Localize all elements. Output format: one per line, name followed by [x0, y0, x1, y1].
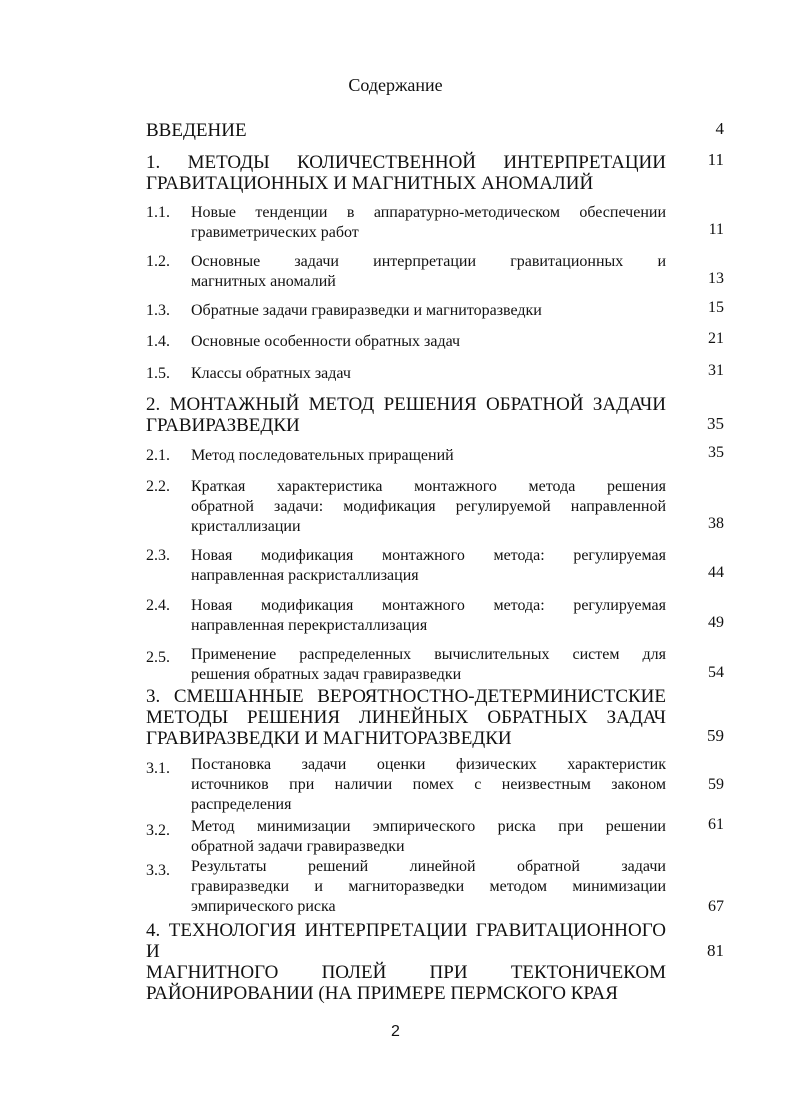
toc-2-4-page: 49	[708, 614, 724, 631]
toc-ch3-line2: МЕТОДЫ РЕШЕНИЯ ЛИНЕЙНЫХ ОБРАТНЫХ ЗАДАЧ	[146, 707, 666, 728]
toc-3-3-page: 67	[708, 898, 724, 915]
toc-2-1-text: Метод последовательных приращений	[191, 447, 454, 464]
toc-ch4-line3: РАЙОНИРОВАНИИ (НА ПРИМЕРЕ ПЕРМСКОГО КРАЯ	[146, 983, 618, 1004]
toc-3-3-line1: Результаты решений линейной обратной задачи	[191, 858, 666, 875]
page-title: Содержание	[348, 75, 443, 95]
toc-3-2-line1: Метод минимизации эмпирического риска при решении	[191, 818, 666, 835]
toc-1-1-num: 1.1.	[146, 204, 170, 221]
toc-1-2-line2: магнитных аномалий	[191, 273, 336, 290]
toc-2-2-line2: обратной задачи: модификация регулируемой направленной	[191, 498, 666, 515]
toc-2-2-line3: кристаллизации	[191, 518, 301, 535]
toc-2-2-page: 38	[708, 515, 724, 532]
toc-ch4-line1: 4. ТЕХНОЛОГИЯ ИНТЕРПРЕТАЦИИ ГРАВИТАЦИОННОГО И	[146, 920, 666, 962]
page-number: 2	[391, 1023, 400, 1040]
toc-1-5-page: 31	[708, 362, 724, 379]
toc-ch1-page: 11	[707, 150, 724, 169]
toc-ch3-line3: ГРАВИРАЗВЕДКИ И МАГНИТОРАЗВЕДКИ	[146, 728, 512, 749]
toc-ch4-line2: МАГНИТНОГО ПОЛЕЙ ПРИ ТЕКТОНИЧЕКОМ	[146, 962, 666, 983]
toc-intro-text: ВВЕДЕНИЕ	[146, 120, 247, 141]
toc-2-5-page: 54	[708, 664, 724, 681]
toc-2-3-line2: направленная раскристаллизация	[191, 567, 419, 584]
toc-2-5-line1: Применение распределенных вычислительных систем для	[191, 646, 666, 663]
toc-ch1-line1: 1. МЕТОДЫ КОЛИЧЕСТВЕННОЙ ИНТЕРПРЕТАЦИИ	[146, 152, 666, 173]
toc-1-2-page: 13	[708, 270, 724, 287]
toc-1-3-text: Обратные задачи гравиразведки и магниторазведки	[191, 302, 542, 319]
toc-1-5-text: Классы обратных задач	[191, 365, 351, 382]
toc-2-4-num: 2.4.	[146, 597, 170, 614]
toc-1-5-num: 1.5.	[146, 365, 170, 382]
toc-2-4-line2: направленная перекристаллизация	[191, 617, 428, 634]
toc-2-2-line1: Краткая характеристика монтажного метода решения	[191, 478, 666, 495]
toc-2-4-line1: Новая модификация монтажного метода: регулируемая	[191, 597, 666, 614]
toc-3-2-num: 3.2.	[146, 822, 170, 839]
toc-ch3-line1: 3. СМЕШАННЫЕ ВЕРОЯТНОСТНО-ДЕТЕРМИНИСТСКИЕ	[146, 686, 666, 707]
toc-1-1-line2: гравиметрических работ	[191, 224, 359, 241]
toc-2-5-line2: решения обратных задач гравиразведки	[191, 666, 462, 683]
toc-1-3-page: 15	[708, 299, 724, 316]
toc-2-3-page: 44	[708, 564, 724, 581]
toc-1-4-page: 21	[708, 330, 724, 347]
toc-3-1-num: 3.1.	[146, 760, 170, 777]
toc-ch2-line2: ГРАВИРАЗВЕДКИ	[146, 415, 300, 436]
toc-3-3-line2: гравиразведки и магниторазведки методом минимизации	[191, 878, 666, 895]
toc-1-4-text: Основные особенности обратных задач	[191, 333, 461, 350]
toc-1-4-num: 1.4.	[146, 333, 170, 350]
toc-2-3-num: 2.3.	[146, 547, 170, 564]
toc-ch1-line2: ГРАВИТАЦИОННЫХ И МАГНИТНЫХ АНОМАЛИЙ	[146, 173, 594, 194]
toc-3-1-line1: Постановка задачи оценки физических характеристик	[191, 756, 666, 773]
toc-3-1-line2: источников при наличии помех с неизвестным законом	[191, 776, 666, 793]
toc-1-2-line1: Основные задачи интерпретации гравитационных и	[191, 253, 666, 270]
toc-ch4-page: 81	[707, 941, 724, 960]
toc-1-3-num: 1.3.	[146, 302, 170, 319]
toc-3-1-line3: распределения	[191, 796, 292, 813]
toc-2-1-page: 35	[708, 444, 724, 461]
toc-3-3-num: 3.3.	[146, 862, 170, 879]
toc-3-1-page: 59	[708, 776, 724, 793]
toc-1-1-line1: Новые тенденции в аппаратурно-методическом обеспечении	[191, 204, 666, 221]
toc-3-3-line3: эмпирического риска	[191, 898, 336, 915]
toc-2-2-num: 2.2.	[146, 478, 170, 495]
toc-ch2-page: 35	[707, 414, 724, 433]
toc-1-2-num: 1.2.	[146, 253, 170, 270]
toc-intro-page: 4	[715, 119, 724, 138]
toc-2-3-line1: Новая модификация монтажного метода: регулируемая	[191, 547, 666, 564]
toc-ch2-line1: 2. МОНТАЖНЫЙ МЕТОД РЕШЕНИЯ ОБРАТНОЙ ЗАДАЧИ	[146, 394, 666, 415]
toc-2-1-num: 2.1.	[146, 447, 170, 464]
toc-3-2-line2: обратной задачи гравиразведки	[191, 838, 405, 855]
toc-ch3-page: 59	[707, 726, 724, 745]
toc-1-1-page: 11	[708, 221, 724, 238]
toc-3-2-page: 61	[708, 816, 724, 833]
toc-2-5-num: 2.5.	[146, 649, 170, 666]
